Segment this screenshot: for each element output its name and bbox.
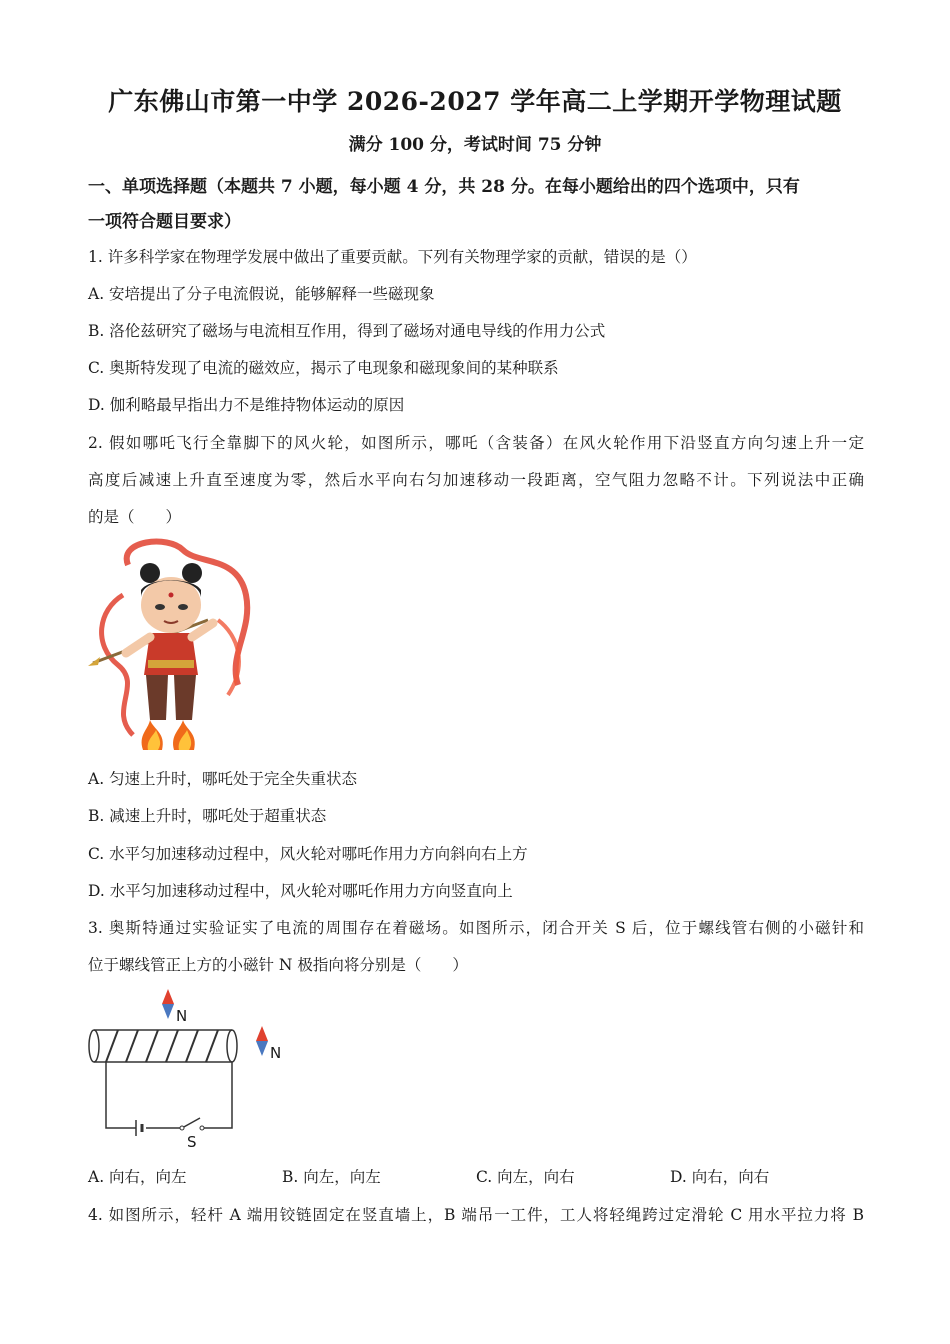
q1-option-d: D. 伽利略最早指出力不是维持物体运动的原因 — [88, 396, 405, 414]
q2-stem-line2: 高度后减速上升直至速度为零，然后水平向右匀加速移动一段距离，空气阻力忽略不计。下列说法中正确 — [88, 471, 864, 489]
q3-option-c: C. 向左，向右 — [476, 1168, 575, 1186]
right-compass-needle — [256, 1026, 268, 1056]
q2-stem-line3: 的是（ ） — [88, 508, 182, 526]
switch-s-label: S — [187, 1133, 197, 1150]
section-heading-line2: 一项符合题目要求） — [88, 212, 241, 232]
q3-option-b: B. 向左，向左 — [282, 1168, 381, 1186]
q2-option-c: C. 水平匀加速移动过程中，风火轮对哪吒作用力方向斜向右上方 — [88, 845, 528, 863]
right-needle-n-label: N — [270, 1044, 282, 1062]
section-heading-line1: 一、单项选择题（本题共 7 小题，每小题 4 分，共 28 分。在每小题给出的四个选项中，只有 — [88, 177, 800, 197]
exam-info: 满分 100 分，考试时间 75 分钟 — [348, 135, 602, 155]
top-needle-n-label: N — [176, 1007, 188, 1025]
q1-option-b: B. 洛伦兹研究了磁场与电流相互作用，得到了磁场对通电导线的作用力公式 — [88, 322, 606, 340]
q1-option-c: C. 奥斯特发现了电流的磁效应，揭示了电现象和磁现象间的某种联系 — [88, 359, 559, 377]
switch-contact-left — [180, 1126, 184, 1130]
q3-stem-line1: 3. 奥斯特通过实验证实了电流的周围存在着磁场。如图所示，闭合开关 S 后，位于螺线管右侧的小磁针和 — [88, 919, 864, 937]
q2-stem-line1: 2. 假如哪吒飞行全靠脚下的风火轮，如图所示，哪吒（含装备）在风火轮作用下沿竖直方向匀速上升一定 — [88, 434, 864, 452]
q1-stem: 1. 许多科学家在物理学发展中做出了重要贡献。下列有关物理学家的贡献，错误的是（） — [88, 248, 697, 266]
q4-stem-line1: 4. 如图所示，轻杆 A 端用铰链固定在竖直墙上，B 端吊一工件，工人将轻绳跨过定滑轮 C 用水平拉力将 B — [88, 1206, 864, 1224]
q2-option-b: B. 减速上升时，哪吒处于超重状态 — [88, 807, 327, 825]
switch-contact-right — [200, 1126, 204, 1130]
battery-symbol — [136, 1120, 142, 1136]
q2-option-d: D. 水平匀加速移动过程中，风火轮对哪吒作用力方向竖直向上 — [88, 882, 513, 900]
q3-stem-line2: 位于螺线管正上方的小磁针 N 极指向将分别是（ ） — [88, 956, 468, 974]
q2-option-a: A. 匀速上升时，哪吒处于完全失重状态 — [88, 770, 358, 788]
solenoid-coil — [89, 1030, 237, 1062]
top-compass-needle — [162, 989, 174, 1019]
page-title: 广东佛山市第一中学 2026-2027 学年高二上学期开学物理试题 — [108, 87, 842, 116]
q3-option-d: D. 向右，向右 — [670, 1168, 770, 1186]
solenoid-circuit-diagram — [84, 984, 294, 1150]
q3-option-a: A. 向右，向左 — [88, 1168, 187, 1186]
q1-option-a: A. 安培提出了分子电流假说，能够解释一些磁现象 — [88, 285, 435, 303]
circuit-wire — [106, 1062, 232, 1128]
nezha-illustration — [88, 535, 256, 757]
